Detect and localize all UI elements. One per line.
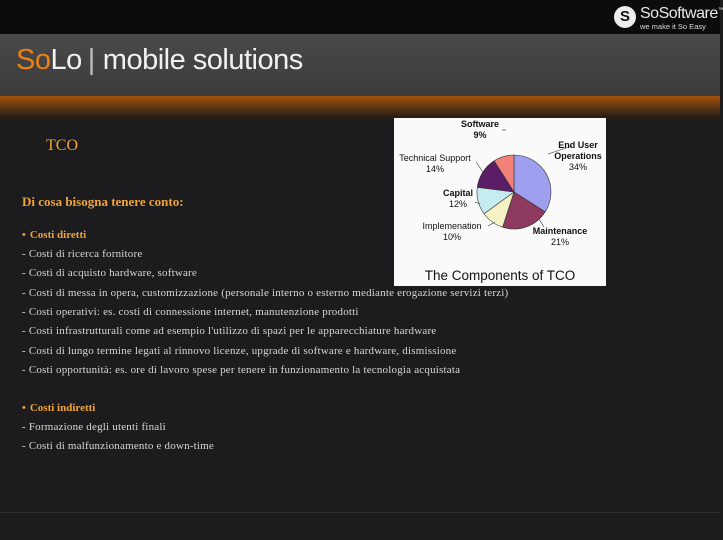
pie-label: Implemenation 10% [422, 221, 482, 242]
trademark: ™ [717, 7, 723, 14]
top-bar [0, 0, 723, 34]
slide-question: Di cosa bisogna tenere conto: [22, 194, 184, 209]
direct-costs-label: Costi diretti [29, 229, 87, 241]
list-item: - Costi opportunità: es. ore di lavoro spese per tenere in funzionamento la tecnologia acquistata [22, 364, 461, 376]
pie-label: Software 9% [460, 119, 500, 140]
brand-lo: Lo [50, 44, 82, 76]
pie-leader-line [488, 222, 495, 226]
list-item: - Costi operativi: es. costi di connessione internet, manutenzione prodotti [22, 306, 359, 318]
pie-label: Maintenance 21% [532, 226, 588, 247]
brand-title [16, 44, 303, 77]
list-item: - Costi di malfunzionamento e down-time [22, 440, 215, 452]
list-item: - Costi di acquisto hardware, software [22, 267, 197, 279]
bullet-icon: • [22, 402, 26, 414]
direct-costs-heading [22, 229, 86, 241]
pie-leader-line [476, 162, 483, 172]
brand-so: So [16, 44, 51, 76]
list-item: - Costi di ricerca fornitore [22, 248, 143, 260]
list-item: - Costi di messa in opera, customizzazione (personale interno o esterno mediante erogazione servizi terzi) [22, 287, 509, 299]
indirect-costs-heading [22, 402, 95, 414]
header-accent-gradient [0, 96, 720, 122]
pie-label: Technical Support 14% [399, 153, 471, 174]
list-item: - Formazione degli utenti finali [22, 421, 166, 433]
sosoftware-logo-icon: S [614, 6, 636, 28]
pie-label: End User Operations 34% [554, 140, 602, 172]
header-banner [0, 34, 720, 96]
logo-name-text: SoSoftware [640, 5, 718, 22]
tco-pie-chart [394, 118, 606, 286]
footer-divider [0, 512, 720, 513]
sosoftware-logo [610, 5, 723, 31]
brand-separator: | [87, 44, 95, 76]
logo-tagline: we make it So Easy [640, 22, 706, 31]
chart-title: The Components of TCO [424, 268, 576, 283]
indirect-costs-label: Costi indiretti [29, 402, 96, 414]
list-item: - Costi di lungo termine legati al rinnovo licenze, upgrade di software e hardware, dismissione [22, 345, 457, 357]
slide-title: TCO [46, 137, 78, 154]
pie-chart-svg [394, 118, 606, 286]
list-item: - Costi infrastrutturali come ad esempio l'utilizzo di spazi per le apparecchiature hardware [22, 325, 437, 337]
brand-subtitle: mobile solutions [102, 44, 303, 76]
bullet-icon: • [22, 229, 26, 241]
pie-label: Capital 12% [442, 188, 474, 209]
logo-name [640, 5, 723, 23]
